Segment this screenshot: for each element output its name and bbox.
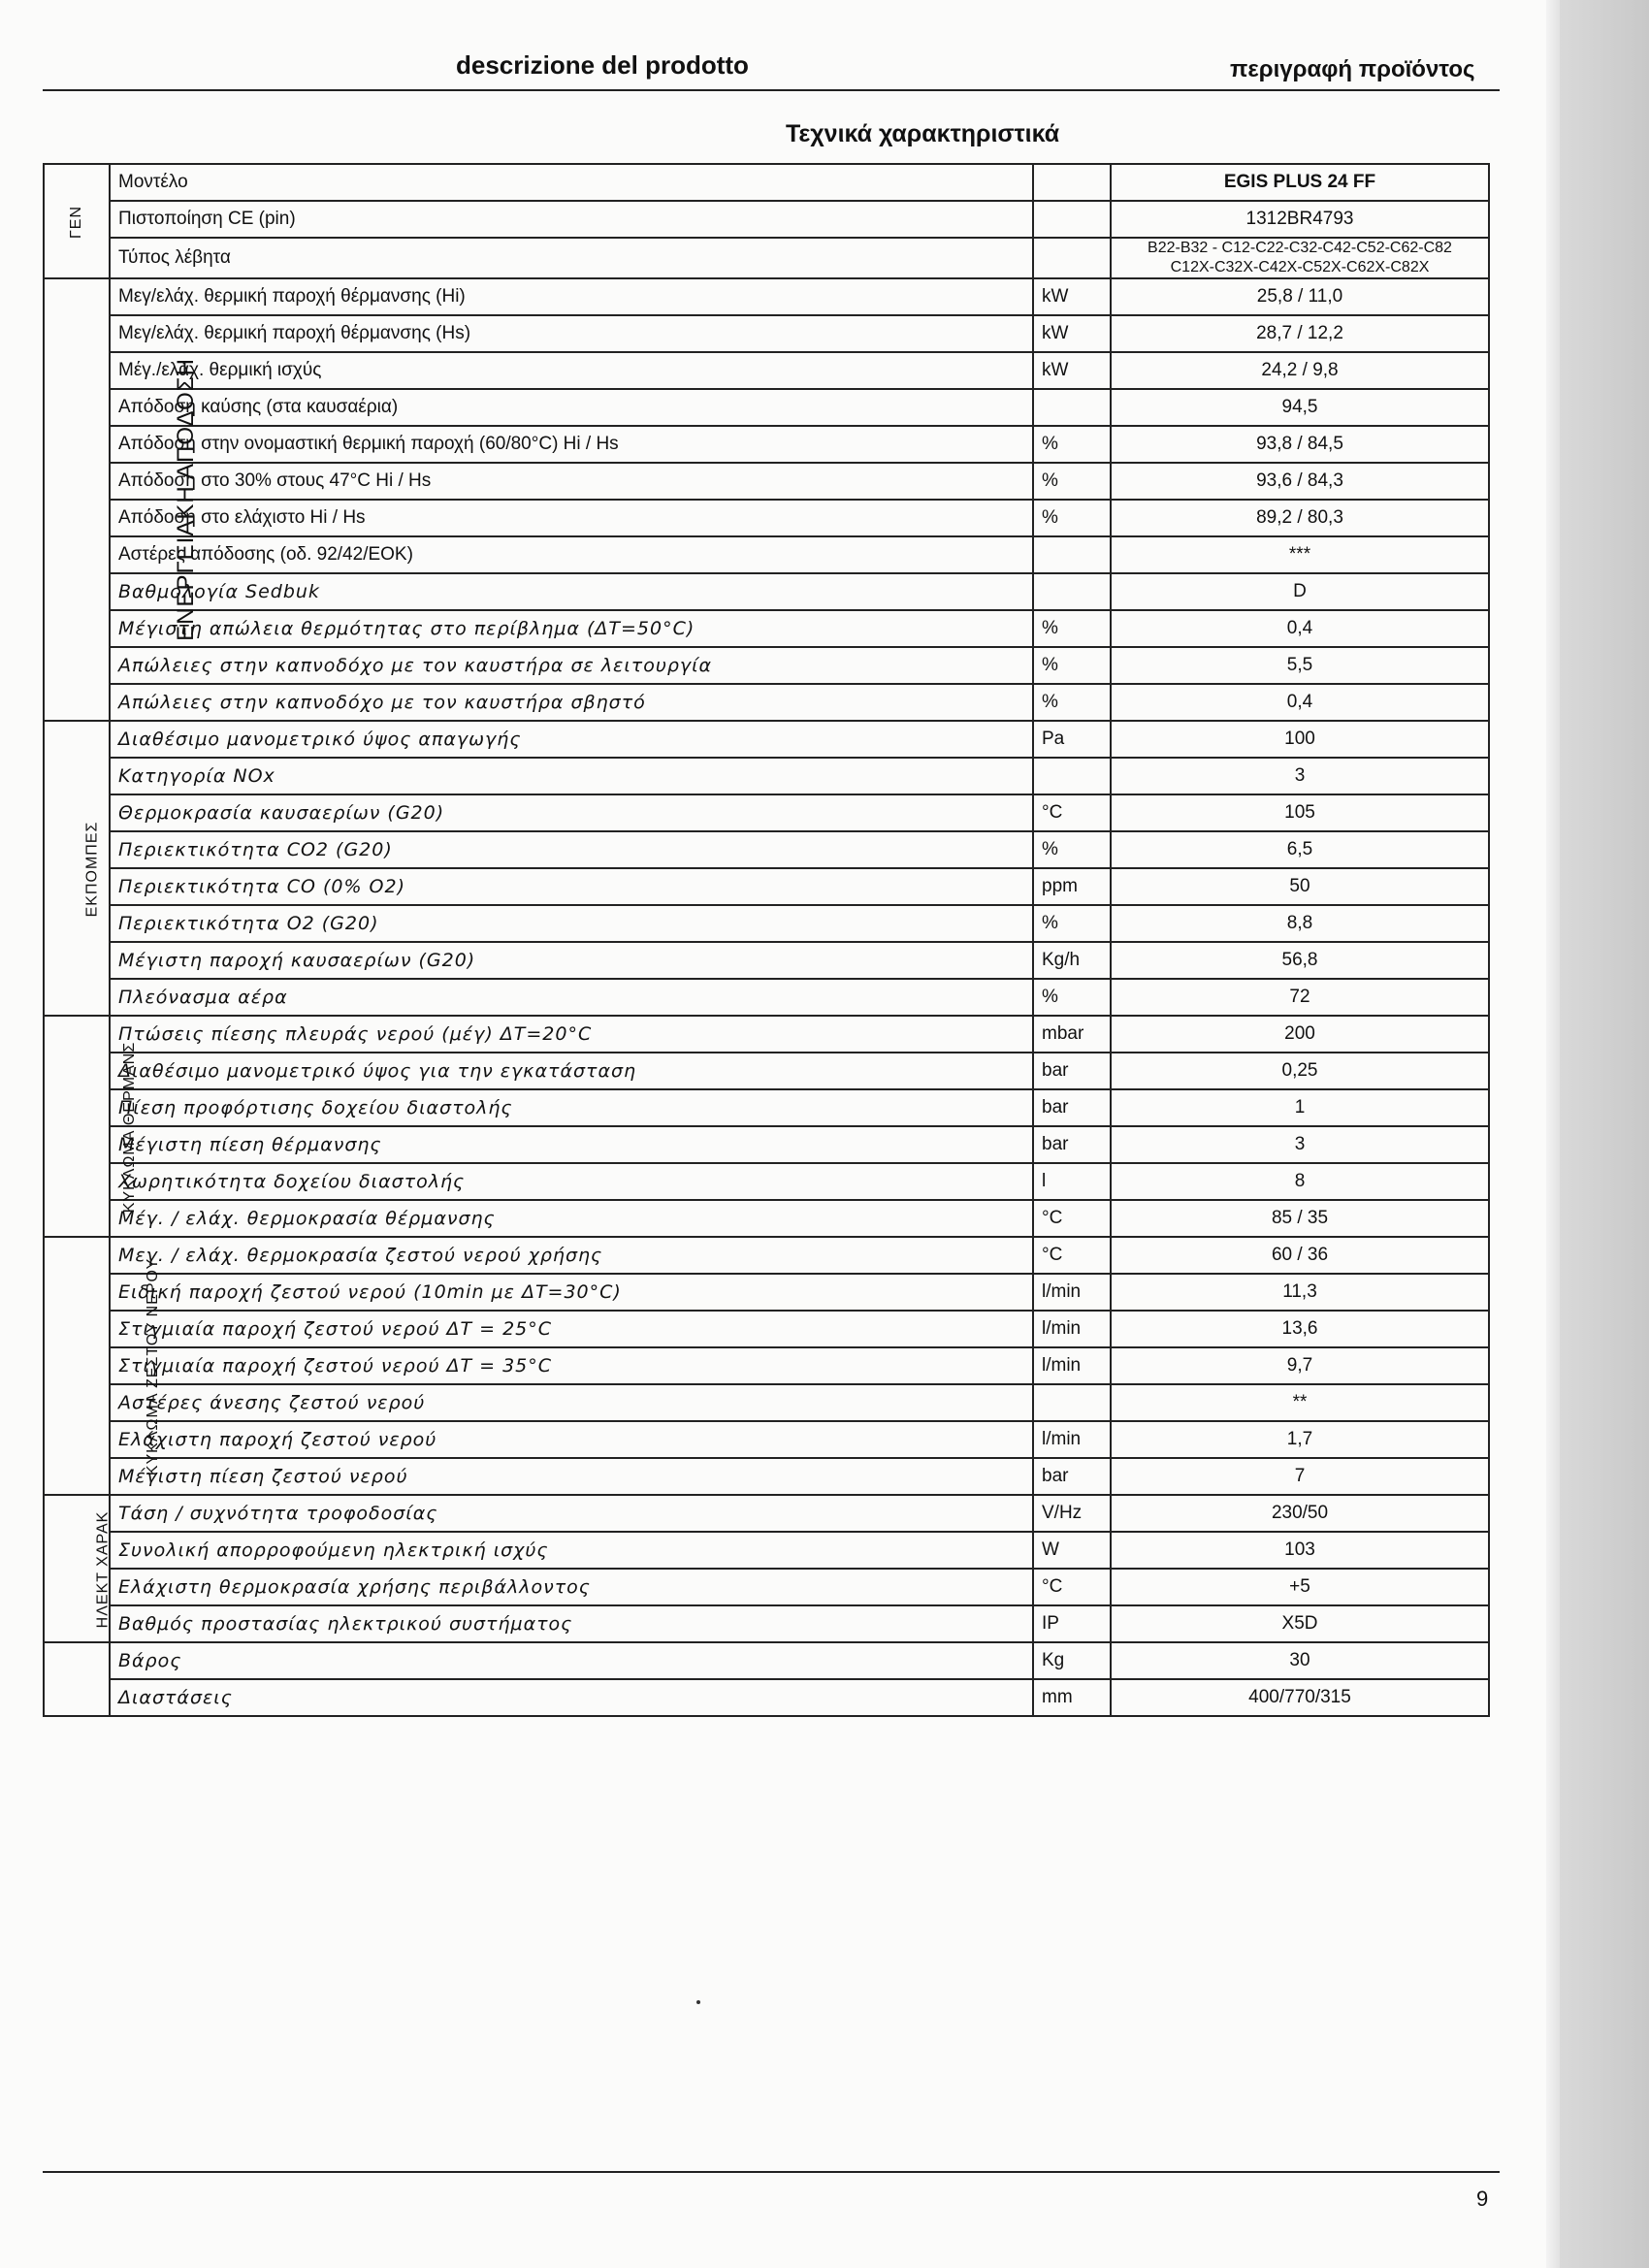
spec-label: Πίεση προφόρτισης δοχείου διαστολής bbox=[110, 1089, 1033, 1126]
spec-value: 85 / 35 bbox=[1111, 1200, 1489, 1237]
spec-value: X5D bbox=[1111, 1605, 1489, 1642]
spec-unit: °C bbox=[1033, 1237, 1111, 1274]
spec-value: D bbox=[1111, 573, 1489, 610]
spec-row bbox=[44, 1458, 1489, 1495]
spec-row bbox=[44, 1237, 1489, 1274]
spec-unit: kW bbox=[1033, 352, 1111, 389]
spec-value: +5 bbox=[1111, 1569, 1489, 1605]
spec-label: Ειδική παροχή ζεστού νερού (10min με ΔT=30°C) bbox=[110, 1274, 1033, 1311]
spec-row bbox=[44, 1126, 1489, 1163]
spec-label: Περιεκτικότητα O2 (G20) bbox=[110, 905, 1033, 942]
spec-value: 0,4 bbox=[1111, 684, 1489, 721]
spec-row bbox=[44, 389, 1489, 426]
spec-label: Μέγιστη παροχή καυσαερίων (G20) bbox=[110, 942, 1033, 979]
spec-unit: kW bbox=[1033, 315, 1111, 352]
spec-value: 13,6 bbox=[1111, 1311, 1489, 1347]
spec-unit: ppm bbox=[1033, 868, 1111, 905]
spec-row bbox=[44, 868, 1489, 905]
spec-row bbox=[44, 573, 1489, 610]
spec-unit: % bbox=[1033, 979, 1111, 1016]
spec-value: 56,8 bbox=[1111, 942, 1489, 979]
spec-unit: % bbox=[1033, 905, 1111, 942]
spec-label: Διαθέσιμο μανομετρικό ύψος απαγωγής bbox=[110, 721, 1033, 758]
spec-label: Απόδοση στην ονομαστική θερμική παροχή (60/80°C) Hi / Hs bbox=[110, 426, 1033, 463]
spec-row bbox=[44, 238, 1489, 278]
spec-row bbox=[44, 164, 1489, 201]
spec-value: ** bbox=[1111, 1384, 1489, 1421]
spec-value: 400/770/315 bbox=[1111, 1679, 1489, 1716]
spec-label: Μεγ/ελάχ. θερμική παροχή θέρμανσης (Hs) bbox=[110, 315, 1033, 352]
spec-value: *** bbox=[1111, 536, 1489, 573]
spec-row bbox=[44, 500, 1489, 536]
spec-value: 100 bbox=[1111, 721, 1489, 758]
spec-row bbox=[44, 831, 1489, 868]
spec-unit: bar bbox=[1033, 1053, 1111, 1089]
spec-row bbox=[44, 610, 1489, 647]
spec-value: 8 bbox=[1111, 1163, 1489, 1200]
spec-unit: % bbox=[1033, 831, 1111, 868]
spec-row bbox=[44, 1200, 1489, 1237]
spec-value: 1312BR4793 bbox=[1111, 201, 1489, 238]
spec-label: Τύπος λέβητα bbox=[110, 238, 1033, 278]
spec-label: Απόδοση καύσης (στα καυσαέρια) bbox=[110, 389, 1033, 426]
spec-unit: l bbox=[1033, 1163, 1111, 1200]
spec-value: 1,7 bbox=[1111, 1421, 1489, 1458]
spec-unit: Kg/h bbox=[1033, 942, 1111, 979]
spec-row bbox=[44, 1495, 1489, 1532]
spec-row bbox=[44, 1089, 1489, 1126]
spec-label: Μεγ/ελάχ. θερμική παροχή θέρμανσης (Hi) bbox=[110, 278, 1033, 315]
section-label-text: ΚΥΚΛΩΜΑ ΘΕΡΜΑΝΣ bbox=[121, 1041, 139, 1214]
spec-row bbox=[44, 1569, 1489, 1605]
spec-row bbox=[44, 942, 1489, 979]
spec-label: Διαστάσεις bbox=[110, 1679, 1033, 1716]
section-label bbox=[44, 721, 110, 1016]
spec-row bbox=[44, 794, 1489, 831]
spec-unit: % bbox=[1033, 426, 1111, 463]
spec-value: 7 bbox=[1111, 1458, 1489, 1495]
spec-value: 24,2 / 9,8 bbox=[1111, 352, 1489, 389]
spec-unit: mbar bbox=[1033, 1016, 1111, 1053]
spec-value: EGIS PLUS 24 FF bbox=[1111, 164, 1489, 201]
spec-unit: l/min bbox=[1033, 1421, 1111, 1458]
spec-value: 30 bbox=[1111, 1642, 1489, 1679]
spec-unit: l/min bbox=[1033, 1311, 1111, 1347]
spec-label: Στιγμιαία παροχή ζεστού νερού ΔT = 25°C bbox=[110, 1311, 1033, 1347]
spec-label: Μέγιστη πίεση ζεστού νερού bbox=[110, 1458, 1033, 1495]
spec-label: Βαθμολογία Sedbuk bbox=[110, 573, 1033, 610]
spec-unit: % bbox=[1033, 647, 1111, 684]
spec-row bbox=[44, 352, 1489, 389]
spec-row bbox=[44, 1384, 1489, 1421]
page-edge bbox=[1546, 0, 1560, 2268]
spec-label: Αστέρες άνεσης ζεστού νερού bbox=[110, 1384, 1033, 1421]
header-left: descrizione del prodotto bbox=[456, 50, 749, 80]
spec-value: 28,7 / 12,2 bbox=[1111, 315, 1489, 352]
spec-value: 72 bbox=[1111, 979, 1489, 1016]
spec-row bbox=[44, 1532, 1489, 1569]
spec-label: Πιστοποίηση CE (pin) bbox=[110, 201, 1033, 238]
header-rule bbox=[43, 89, 1500, 91]
spec-label: Αστέρες απόδοσης (οδ. 92/42/ΕΟΚ) bbox=[110, 536, 1033, 573]
spec-value: 0,4 bbox=[1111, 610, 1489, 647]
spec-label: Πτώσεις πίεσης πλευράς νερού (μέγ) ΔT=20°C bbox=[110, 1016, 1033, 1053]
spec-value: 9,7 bbox=[1111, 1347, 1489, 1384]
spec-row bbox=[44, 1053, 1489, 1089]
spec-unit bbox=[1033, 536, 1111, 573]
spec-unit bbox=[1033, 1384, 1111, 1421]
spec-label: Πλεόνασμα αέρα bbox=[110, 979, 1033, 1016]
spec-label: Συνολική απορροφούμενη ηλεκτρική ισχύς bbox=[110, 1532, 1033, 1569]
spec-value-line: C12X-C32X-C42X-C52X-C62X-C82X bbox=[1170, 259, 1430, 275]
spec-value: 0,25 bbox=[1111, 1053, 1489, 1089]
spec-row bbox=[44, 1642, 1489, 1679]
page-title: Τεχνικά χαρακτηριστικά bbox=[786, 120, 1060, 147]
spec-row bbox=[44, 1421, 1489, 1458]
spec-label: Μοντέλο bbox=[110, 164, 1033, 201]
spec-label: Θερμοκρασία καυσαερίων (G20) bbox=[110, 794, 1033, 831]
section-label-text: ΓΕΝ bbox=[67, 205, 84, 240]
section-label-text: ΚΥΚΛΩΜΑ ΖΕΣΤΟΥ ΝΕΡΟΥ bbox=[145, 1257, 162, 1476]
section-label-text: ΕΝΕΡΓΕΙΑΚΗ ΑΠΟΔΟΣΗ bbox=[172, 358, 199, 641]
spec-unit bbox=[1033, 238, 1111, 278]
spec-unit bbox=[1033, 164, 1111, 201]
section-label bbox=[44, 164, 110, 278]
spec-value: 6,5 bbox=[1111, 831, 1489, 868]
spec-unit: % bbox=[1033, 610, 1111, 647]
spec-unit: % bbox=[1033, 684, 1111, 721]
spec-row bbox=[44, 1605, 1489, 1642]
spec-label: Απώλειες στην καπνοδόχο με τον καυστήρα σβηστό bbox=[110, 684, 1033, 721]
spec-value: 1 bbox=[1111, 1089, 1489, 1126]
spec-unit: Pa bbox=[1033, 721, 1111, 758]
spec-value: 3 bbox=[1111, 1126, 1489, 1163]
spec-row bbox=[44, 201, 1489, 238]
spec-unit: IP bbox=[1033, 1605, 1111, 1642]
spec-label: Βάρος bbox=[110, 1642, 1033, 1679]
spec-unit: bar bbox=[1033, 1458, 1111, 1495]
spec-row bbox=[44, 1679, 1489, 1716]
spec-value: 94,5 bbox=[1111, 389, 1489, 426]
spec-row bbox=[44, 1274, 1489, 1311]
spec-unit: % bbox=[1033, 500, 1111, 536]
spec-row bbox=[44, 721, 1489, 758]
spec-row bbox=[44, 426, 1489, 463]
spec-unit bbox=[1033, 389, 1111, 426]
spec-label: Μέγ./ελάχ. θερμική ισχύς bbox=[110, 352, 1033, 389]
spec-unit bbox=[1033, 201, 1111, 238]
spec-value: 200 bbox=[1111, 1016, 1489, 1053]
spec-row bbox=[44, 758, 1489, 794]
page-edge-shadow bbox=[1560, 0, 1649, 2268]
spec-value: 8,8 bbox=[1111, 905, 1489, 942]
stray-dot bbox=[696, 2000, 700, 2004]
spec-unit: bar bbox=[1033, 1089, 1111, 1126]
spec-label: Ελάχιστη θερμοκρασία χρήσης περιβάλλοντος bbox=[110, 1569, 1033, 1605]
section-label bbox=[44, 1016, 139, 1237]
spec-value: 89,2 / 80,3 bbox=[1111, 500, 1489, 536]
spec-row bbox=[44, 1016, 1489, 1053]
footer-rule bbox=[43, 2171, 1500, 2173]
spec-unit: V/Hz bbox=[1033, 1495, 1111, 1532]
spec-unit: °C bbox=[1033, 1200, 1111, 1237]
spec-label: Διαθέσιμο μανομετρικό ύψος για την εγκατάσταση bbox=[110, 1053, 1033, 1089]
page-number: 9 bbox=[1476, 2187, 1489, 2211]
spec-value: 3 bbox=[1111, 758, 1489, 794]
spec-unit: °C bbox=[1033, 794, 1111, 831]
spec-table bbox=[43, 163, 1490, 1717]
spec-unit: mm bbox=[1033, 1679, 1111, 1716]
section-label bbox=[44, 1237, 162, 1495]
spec-label: Απόδοση στο ελάχιστο Hi / Hs bbox=[110, 500, 1033, 536]
spec-value: 11,3 bbox=[1111, 1274, 1489, 1311]
section-label bbox=[44, 1495, 110, 1642]
spec-unit: l/min bbox=[1033, 1347, 1111, 1384]
spec-label: Χωρητικότητα δοχείου διαστολής bbox=[110, 1163, 1033, 1200]
spec-value: 25,8 / 11,0 bbox=[1111, 278, 1489, 315]
spec-label: Απώλειες στην καπνοδόχο με τον καυστήρα σε λειτουργία bbox=[110, 647, 1033, 684]
spec-label: Κατηγορία NOx bbox=[110, 758, 1033, 794]
spec-value: 230/50 bbox=[1111, 1495, 1489, 1532]
spec-row bbox=[44, 278, 1489, 315]
spec-row bbox=[44, 979, 1489, 1016]
spec-label: Περιεκτικότητα CO2 (G20) bbox=[110, 831, 1033, 868]
spec-value-line: B22-B32 - C12-C22-C32-C42-C52-C62-C82 bbox=[1148, 240, 1452, 256]
spec-row bbox=[44, 536, 1489, 573]
spec-label: Μέγ. / ελάχ. θερμοκρασία θέρμανσης bbox=[110, 1200, 1033, 1237]
spec-row bbox=[44, 463, 1489, 500]
spec-unit: °C bbox=[1033, 1569, 1111, 1605]
spec-label: Μέγιστη απώλεια θερμότητας στο περίβλημα (ΔT=50°C) bbox=[110, 610, 1033, 647]
spec-row bbox=[44, 1311, 1489, 1347]
spec-label: Απόδοση στο 30% στους 47°C Hi / Hs bbox=[110, 463, 1033, 500]
spec-unit bbox=[1033, 573, 1111, 610]
spec-value: 105 bbox=[1111, 794, 1489, 831]
spec-label: Τάση / συχνότητα τροφοδοσίας bbox=[110, 1495, 1033, 1532]
spec-row bbox=[44, 905, 1489, 942]
spec-value: 93,8 / 84,5 bbox=[1111, 426, 1489, 463]
spec-unit: l/min bbox=[1033, 1274, 1111, 1311]
spec-value: 5,5 bbox=[1111, 647, 1489, 684]
spec-row bbox=[44, 315, 1489, 352]
spec-value: 103 bbox=[1111, 1532, 1489, 1569]
spec-label: Ελάχιστη παροχή ζεστού νερού bbox=[110, 1421, 1033, 1458]
spec-unit: W bbox=[1033, 1532, 1111, 1569]
spec-label: Βαθμός προστασίας ηλεκτρικού συστήματος bbox=[110, 1605, 1033, 1642]
section-label bbox=[44, 278, 199, 721]
spec-value bbox=[1111, 238, 1489, 278]
spec-row bbox=[44, 1163, 1489, 1200]
spec-value: 93,6 / 84,3 bbox=[1111, 463, 1489, 500]
section-label-text: ΗΛΕΚΤ ΧΑΡΑΚ bbox=[94, 1510, 112, 1629]
spec-label: Στιγμιαία παροχή ζεστού νερού ΔT = 35°C bbox=[110, 1347, 1033, 1384]
spec-row bbox=[44, 1347, 1489, 1384]
spec-unit: kW bbox=[1033, 278, 1111, 315]
spec-unit: bar bbox=[1033, 1126, 1111, 1163]
section-label bbox=[44, 1642, 110, 1716]
header-right: περιγραφή προϊόντος bbox=[1230, 56, 1475, 82]
section-label-text: ΕΚΠΟΜΠΕΣ bbox=[83, 821, 101, 918]
spec-value: 60 / 36 bbox=[1111, 1237, 1489, 1274]
spec-unit: Kg bbox=[1033, 1642, 1111, 1679]
spec-unit: % bbox=[1033, 463, 1111, 500]
spec-row bbox=[44, 647, 1489, 684]
spec-label: Μέγιστη πίεση θέρμανσης bbox=[110, 1126, 1033, 1163]
spec-row bbox=[44, 684, 1489, 721]
spec-value: 50 bbox=[1111, 868, 1489, 905]
spec-unit bbox=[1033, 758, 1111, 794]
spec-label: Περιεκτικότητα CO (0% O2) bbox=[110, 868, 1033, 905]
spec-label: Μεγ. / ελάχ. θερμοκρασία ζεστού νερού χρήσης bbox=[110, 1237, 1033, 1274]
